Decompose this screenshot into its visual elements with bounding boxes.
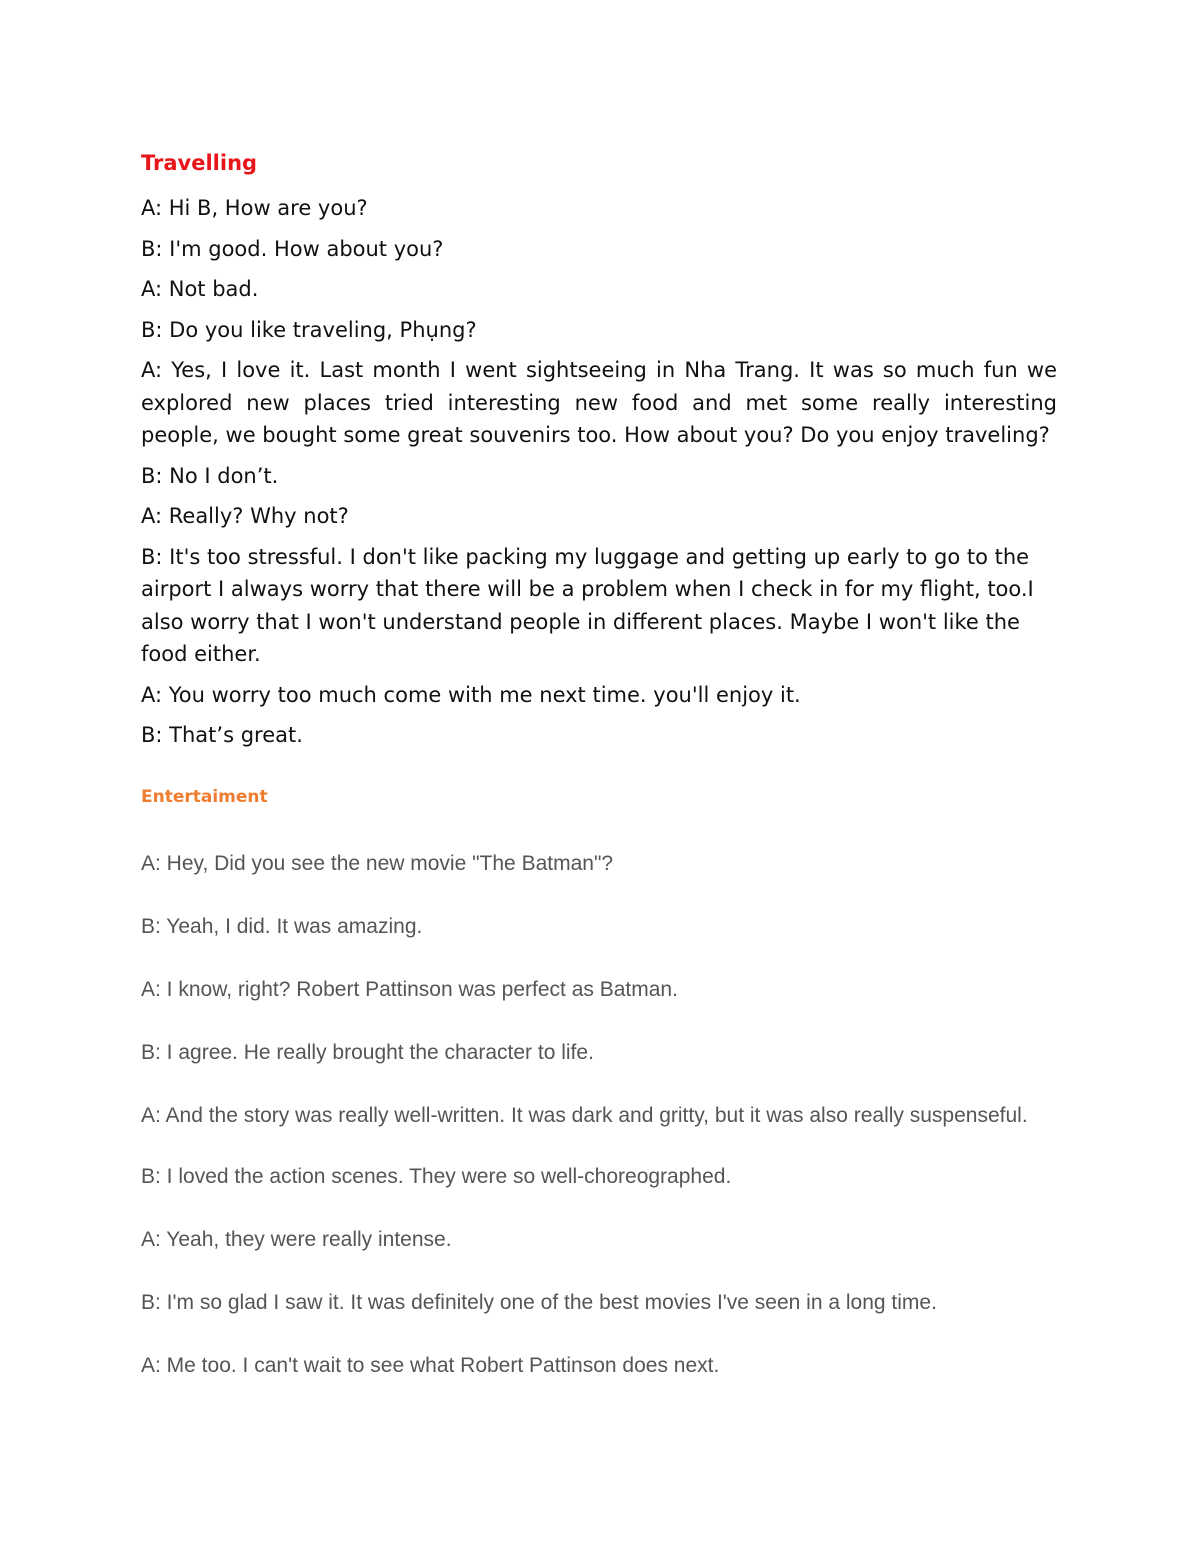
dialogue-line: B: I'm good. How about you? (141, 236, 444, 261)
dialogue-line: B: I loved the action scenes. They were so well-choreographed. (141, 1165, 732, 1188)
dialogue-line: A: I know, right? Robert Pattinson was perfect as Batman. (141, 978, 678, 1001)
dialogue-line: B: I'm so glad I saw it. It was definitely one of the best movies I've seen in a long time. (141, 1291, 937, 1314)
dialogue-line: A: Yes, I love it. Last month I went sightseeing in Nha Trang. It was so much fun we explored new places tried interesting new food and met some really interesting people, we bought some great souvenirs too. How about you? Do you enjoy traveling? (141, 358, 1057, 447)
travelling-heading: Travelling (141, 151, 258, 175)
dialogue-line: A: Hey, Did you see the new movie "The Batman"? (141, 852, 614, 875)
entertainment-dialogue (141, 850, 1041, 1415)
dialogue-line: A: Me too. I can't wait to see what Robert Pattinson does next. (141, 1354, 720, 1377)
dialogue-line: A: You worry too much come with me next time. you'll enjoy it. (141, 682, 801, 707)
dialogue-line: B: No I don’t. (141, 463, 279, 488)
dialogue-line: A: Really? Why not? (141, 504, 349, 528)
dialogue-line: A: Yeah, they were really intense. (141, 1228, 452, 1251)
dialogue-line: A: Hi B, How are you? (141, 196, 368, 220)
travelling-dialogue (141, 192, 1057, 760)
entertainment-heading: Entertaiment (141, 787, 268, 807)
dialogue-line: B: Do you like traveling, Phụng? (141, 317, 477, 342)
dialogue-line: B: That’s great. (141, 723, 303, 747)
dialogue-line: A: Not bad. (141, 277, 259, 301)
dialogue-line: B: It's too stressful. I don't like packing my luggage and getting up early to go to the airport I always worry that there will be a problem when I check in for my flight, too.I also worry that I won't understand people in different places. Maybe I won't like the food either. (141, 544, 1034, 666)
dialogue-line: B: Yeah, I did. It was amazing. (141, 915, 423, 938)
dialogue-line: A: And the story was really well-written. It was dark and gritty, but it was also really suspenseful. (141, 1104, 1028, 1127)
dialogue-line: B: I agree. He really brought the character to life. (141, 1041, 594, 1064)
